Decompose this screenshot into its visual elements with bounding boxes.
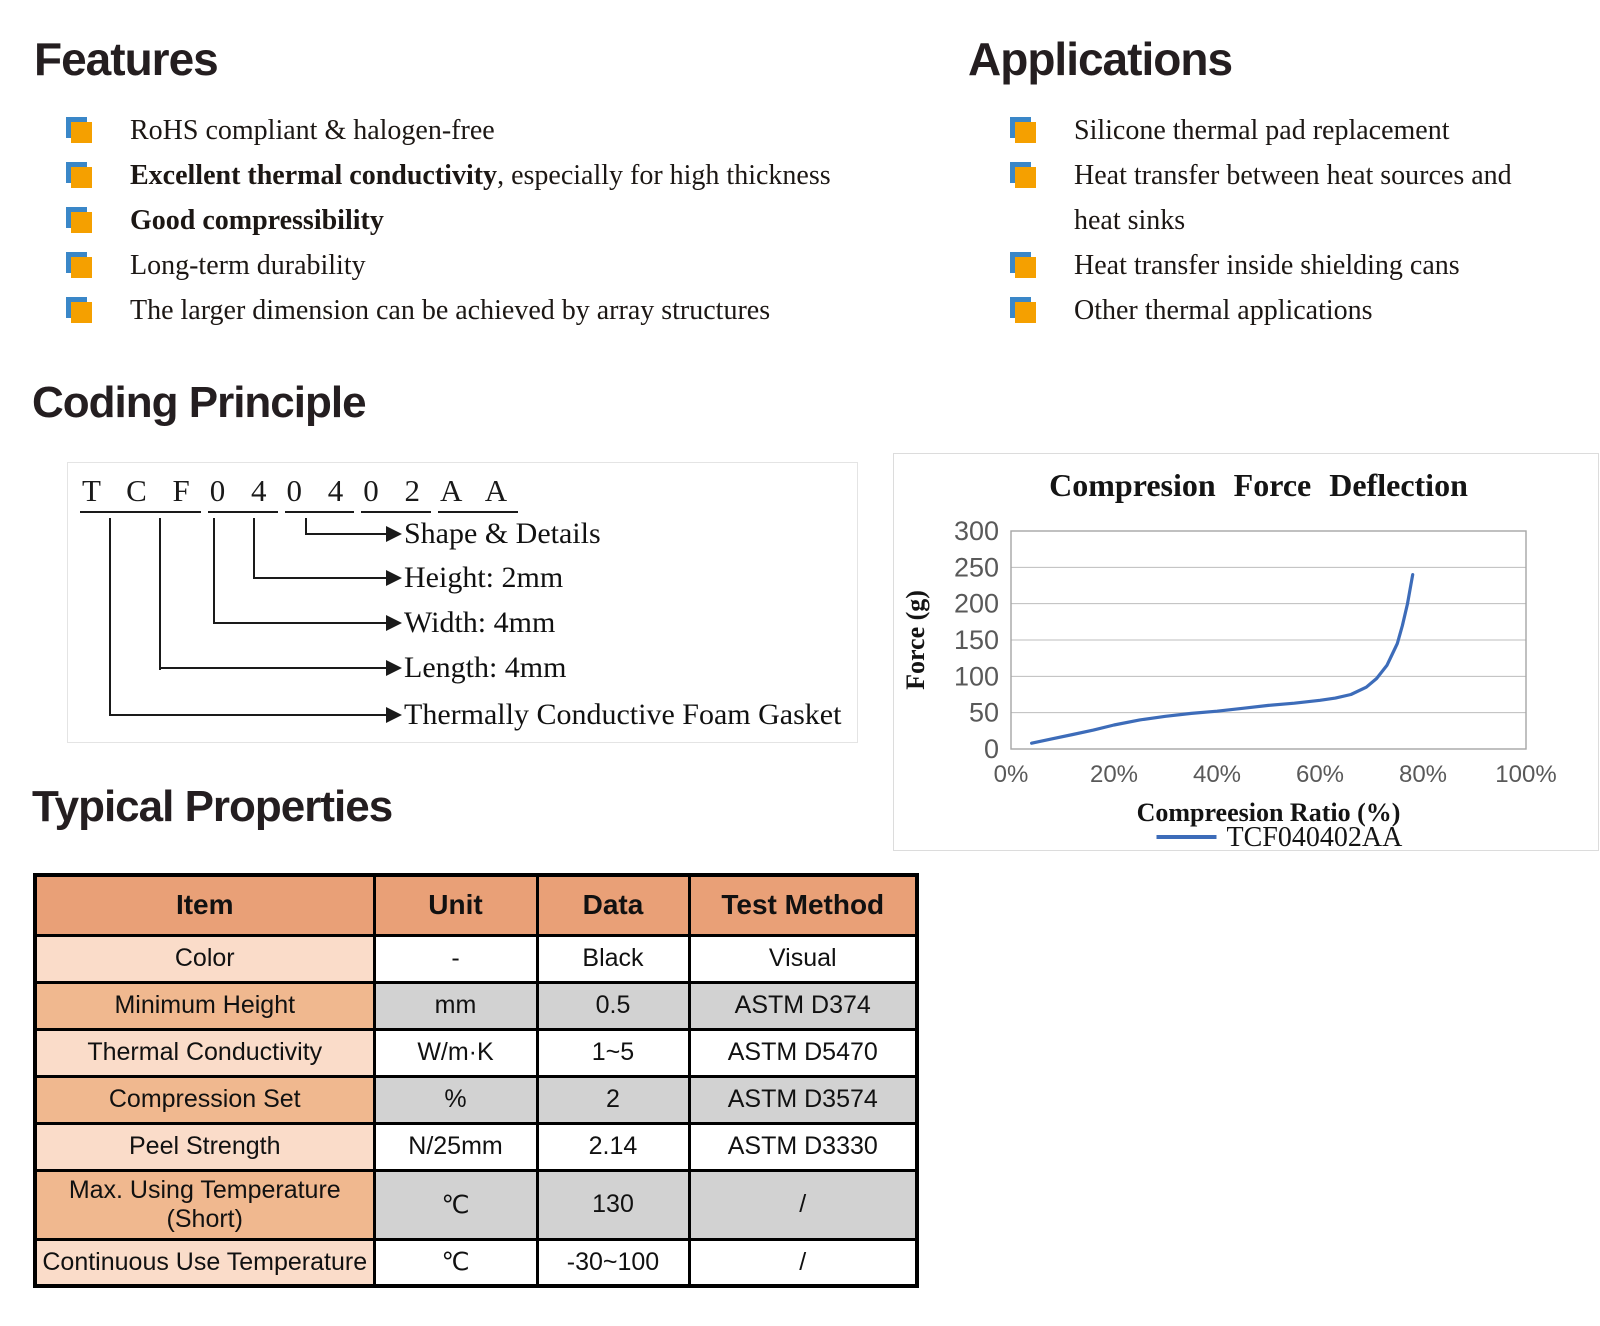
arrow-right-icon [386,526,402,542]
x-tick-label: 60% [1295,761,1345,788]
y-tick-label: 50 [968,697,999,728]
cell-unit: ℃ [374,1170,537,1239]
connector-line [109,518,111,716]
cell-item: Continuous Use Temperature [35,1239,374,1286]
cell-test-method: ASTM D374 [689,982,917,1029]
cell-item: Compression Set [35,1076,374,1123]
arrow-right-icon [386,615,402,631]
cell-unit: ℃ [374,1239,537,1286]
connector-line [305,533,386,535]
code-label-height: Height: 2mm [404,561,564,594]
application-text: Heat transfer between heat sources and heat sinks [1074,160,1512,236]
table-row [35,1170,917,1239]
cell-data: -30~100 [537,1239,689,1286]
list-item [66,243,906,288]
cell-unit: W/m·K [374,1029,537,1076]
code-label-length: Length: 4mm [404,651,567,684]
table-row [35,1239,917,1286]
feature-text-bold: Good compressibility [130,205,384,236]
connector-line [253,518,255,579]
square-bullet-icon [1010,252,1038,282]
cell-test-method: ASTM D5470 [689,1029,917,1076]
list-item [1010,108,1530,153]
cell-data: 0.5 [537,982,689,1029]
code-group-width: 0 4 [285,473,355,513]
features-list [66,108,906,333]
list-item [1010,153,1530,243]
y-tick-label: 150 [953,625,999,655]
cell-data: 2.14 [537,1123,689,1170]
series-line [1032,575,1413,744]
cell-item: Max. Using Temperature (Short) [35,1170,374,1239]
x-tick-label: 40% [1192,761,1242,788]
x-tick-label: 100% [1495,761,1557,788]
y-tick-label: 100 [953,661,999,692]
table-row [35,935,917,982]
feature-text: RoHS compliant & halogen-free [130,115,495,146]
col-header-unit: Unit [374,875,537,935]
y-tick-label: 300 [953,516,999,546]
product-code [80,473,525,513]
cfd-chart-svg [894,454,1598,850]
cell-unit: mm [374,982,537,1029]
code-label-shape: Shape & Details [404,517,601,550]
col-header-data: Data [537,875,689,935]
cell-item: Minimum Height [35,982,374,1029]
compression-force-deflection-chart [893,453,1599,851]
table-row [35,1076,917,1123]
cell-item: Color [35,935,374,982]
col-header-test-method: Test Method [689,875,917,935]
feature-text: , especially for high thickness [497,160,831,191]
application-text: Heat transfer inside shielding cans [1074,250,1460,281]
applications-list [1010,108,1530,333]
list-item [66,288,906,333]
table-row [35,1029,917,1076]
square-bullet-icon [66,162,94,192]
cell-data: 130 [537,1170,689,1239]
list-item [66,153,906,198]
legend-label: TCF040402AA [1226,822,1403,850]
application-text: Silicone thermal pad replacement [1074,115,1450,146]
cell-unit: N/25mm [374,1123,537,1170]
table-row [35,1123,917,1170]
x-tick-label: 0% [993,761,1029,788]
feature-text-bold: Excellent thermal conductivity [130,160,498,191]
cell-test-method: / [689,1239,917,1286]
feature-text: Long-term durability [130,250,366,281]
table-row [35,982,917,1029]
y-tick-label: 200 [953,588,999,619]
y-axis-title: Force (g) [901,590,930,690]
square-bullet-icon [66,252,94,282]
connector-line [213,518,215,624]
code-group-length: 0 4 [208,473,278,513]
code-group-height: 0 2 [361,473,431,513]
list-item [1010,288,1530,333]
y-tick-label: 0 [983,734,999,764]
square-bullet-icon [66,297,94,327]
y-tick-label: 250 [953,552,999,583]
table-header-row [35,875,917,935]
cell-test-method: ASTM D3574 [689,1076,917,1123]
square-bullet-icon [1010,297,1038,327]
arrow-right-icon [386,660,402,676]
x-axis-title: Compreesion Ratio (%) [1136,798,1401,827]
application-text: Other thermal applications [1074,295,1373,326]
connector-line [159,518,161,670]
square-bullet-icon [66,117,94,147]
cell-unit: - [374,935,537,982]
square-bullet-icon [66,207,94,237]
code-group-family: T C F [80,473,201,513]
list-item [66,198,906,243]
coding-diagram [67,462,858,743]
square-bullet-icon [1010,117,1038,147]
typical-properties-table [33,873,919,1288]
cell-unit: % [374,1076,537,1123]
cell-item: Thermal Conductivity [35,1029,374,1076]
x-tick-label: 20% [1089,761,1139,788]
cell-data: 2 [537,1076,689,1123]
cell-data: Black [537,935,689,982]
applications-heading: Applications [968,33,1233,85]
connector-line [159,667,386,669]
code-group-shape: A A [438,473,518,513]
features-heading: Features [34,33,218,85]
typical-properties-heading: Typical Properties [32,782,393,831]
code-label-width: Width: 4mm [404,606,556,639]
cell-item: Peel Strength [35,1123,374,1170]
cell-test-method: ASTM D3330 [689,1123,917,1170]
cell-test-method: / [689,1170,917,1239]
connector-line [213,622,386,624]
list-item [1010,243,1530,288]
x-tick-label: 80% [1398,761,1448,788]
connector-line [109,714,386,716]
cell-test-method: Visual [689,935,917,982]
cell-data: 1~5 [537,1029,689,1076]
chart-title: Compresion Force Deflection [1049,467,1468,503]
code-label-family: Thermally Conductive Foam Gasket [404,698,842,731]
square-bullet-icon [1010,162,1038,192]
arrow-right-icon [386,707,402,723]
coding-principle-heading: Coding Principle [32,378,366,427]
arrow-right-icon [386,570,402,586]
list-item [66,108,906,153]
col-header-item: Item [35,875,374,935]
connector-line [253,577,386,579]
feature-text: The larger dimension can be achieved by array structures [130,295,771,326]
